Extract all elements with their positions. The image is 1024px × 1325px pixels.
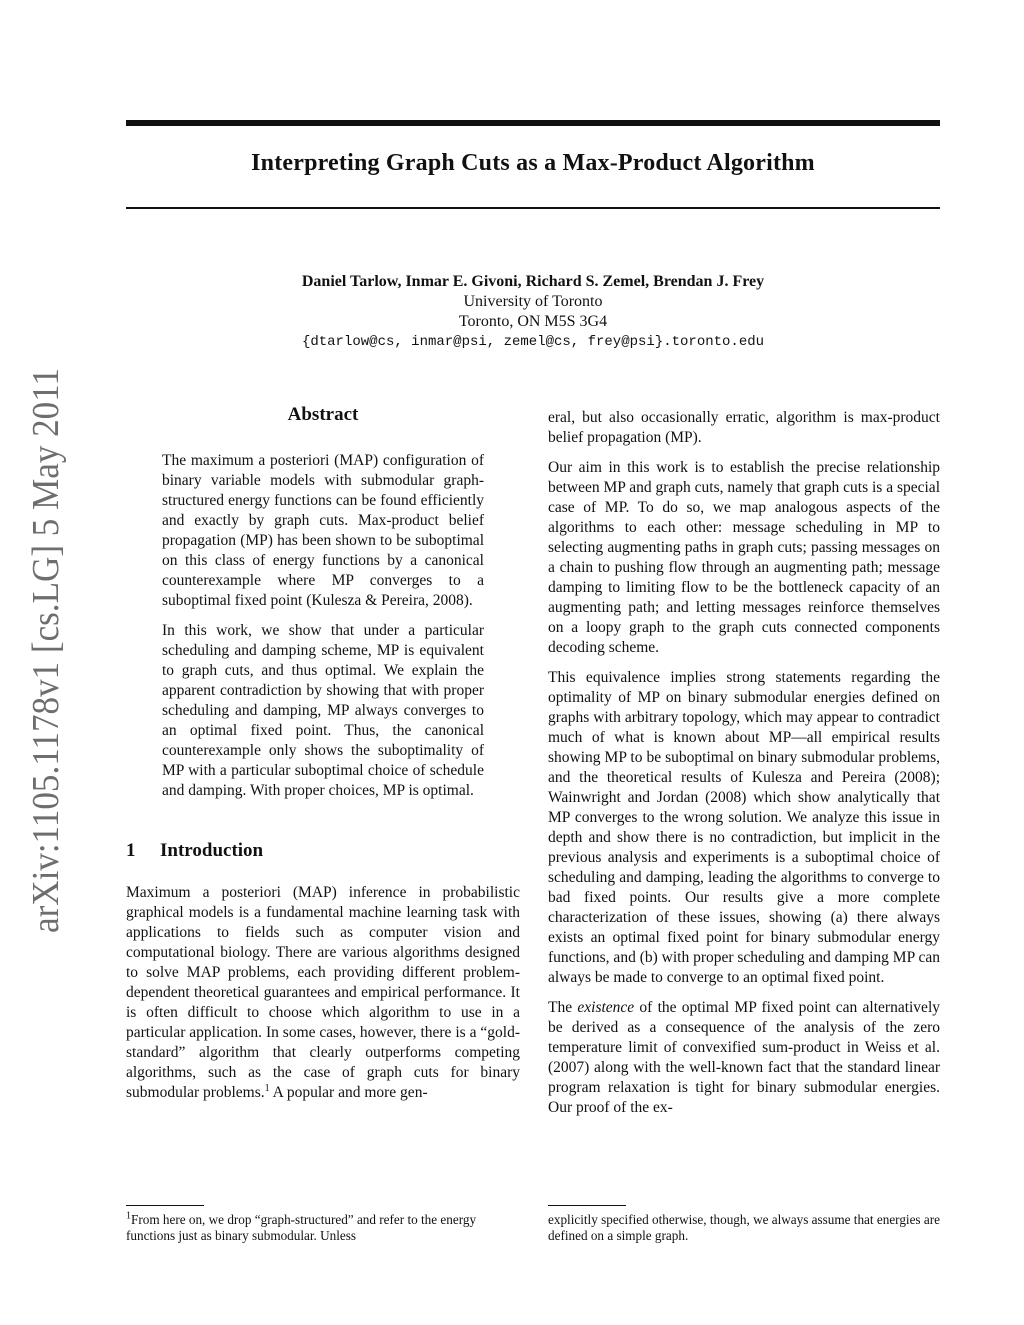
- footnote-1-left-text: From here on, we drop “graph-structured” and refer to the energy functions just as binary submodular. Unless: [126, 1212, 477, 1243]
- arxiv-sidebar-stamp: [10, 365, 70, 935]
- affiliation: University of Toronto: [463, 293, 603, 310]
- email-addresses: {dtarlow@cs, inmar@psi, zemel@cs, frey@psi}.toronto.edu: [301, 334, 765, 350]
- intro-paragraph-1-tail: A popular and more gen-: [269, 1084, 428, 1101]
- arxiv-stamp-svg: [10, 365, 70, 935]
- left-column: [126, 405, 520, 1113]
- footnote-right: [548, 1197, 940, 1244]
- title-rule-bottom: [126, 207, 940, 209]
- footnote-1-continued: explicitly specified otherwise, though, we always assume that energies are defined on a simple graph.: [548, 1212, 940, 1243]
- arxiv-identifier: arXiv:1105.1178v1 [cs.LG] 5 May 2011: [25, 365, 67, 933]
- paper-title: Interpreting Graph Cuts as a Max-Product Algorithm: [251, 150, 815, 176]
- intro-paragraph-1: [126, 883, 520, 1103]
- footnote-1-mark: 1: [126, 1210, 131, 1222]
- abstract-paragraph-1: The maximum a posteriori (MAP) configuration of binary variable models with submodular graph-structured energy functions can be found efficiently and exactly by graph cuts. Max-product belief propagation (MP) has been shown to be suboptimal on this class of energy functions by a canonical counterexample where MP converges to a suboptimal fixed point (Kulesza & Pereira, 2008).: [162, 452, 484, 609]
- footnote-1-text: [126, 1212, 520, 1244]
- intro-paragraph-2: Our aim in this work is to establish the precise relationship between MP and graph cuts, namely that graph cuts is a special case of MP. To do so, we map analogous aspects of the algorithms to each other: message scheduling in MP to selecting augmenting paths in graph cuts; passing messages on a chain to pushing flow through an augmenting path; message damping to limiting flow to be the bottleneck capacity of an augmenting path; and letting messages reinforce themselves on a loopy graph to the graph cuts connected components decoding scheme.: [548, 459, 940, 656]
- intro-paragraph-4-lead: The: [548, 999, 578, 1016]
- intro-paragraph-3: This equivalence implies strong statements regarding the optimality of MP on binary submodular energies defined on graphs with arbitrary topology, which may appear to contradict much of what is known about MP—all empirical results showing MP to be suboptimal on binary submodular problems, and the theoretical results of Kulesza and Pereira (2008); Wainwright and Jordan (2008) which show analytically that MP converges to the wrong solution. We analyze this issue in depth and show there is no contradiction, but implicit in the previous analysis and experiments is a suboptimal choice of scheduling and damping, leading the algorithms to converge to bad fixed points. Our results give a more complete characterization of these issues, showing (a) there always exists an optimal fixed point for binary submodular energy functions, and (b) with proper scheduling and damping MP can always be made to converge to an optimal fixed point.: [548, 669, 941, 986]
- emphasis-existence: existence: [577, 999, 635, 1016]
- section-number: 1: [126, 840, 136, 861]
- abstract-heading: Abstract: [287, 404, 359, 425]
- intro-paragraph-4-rest: of the optimal MP fixed point can alternatively be derived as a consequence of the analysis of the zero temperature limit of convexified sum-product in Weiss et al. (2007) along with the well-known fact that the standard linear program relaxation is tight for binary submodular energies. Our proof of the ex-: [548, 999, 940, 1116]
- abstract-body: [162, 451, 484, 801]
- intro-paragraph-1-continued: eral, but also occasionally erratic, algorithm is max-product belief propagation (MP).: [548, 409, 940, 446]
- author-block: [126, 272, 940, 352]
- abstract-paragraph-2: In this work, we show that under a particular scheduling and damping scheme, MP is equivalent to graph cuts, and thus optimal. We explain the apparent contradiction by showing that with proper scheduling and damping, MP always converges to an optimal fixed point. Thus, the canonical counterexample only shows the suboptimality of MP with a particular suboptimal choice of schedule and damping. With proper choices, MP is optimal.: [162, 622, 484, 799]
- footnote-rule: [126, 1205, 204, 1206]
- author-names: Daniel Tarlow, Inmar E. Givoni, Richard S. Zemel, Brendan J. Frey: [301, 273, 765, 290]
- right-column: [548, 408, 940, 1128]
- intro-paragraph-4: [548, 998, 940, 1118]
- footnote-left: [126, 1197, 520, 1244]
- footnote-marker-1: 1: [264, 1082, 270, 1094]
- address: Toronto, ON M5S 3G4: [458, 313, 608, 330]
- footnote-rule-right: [548, 1205, 626, 1206]
- intro-paragraph-1-text: Maximum a posteriori (MAP) inference in probabilistic graphical models is a fundamental machine learning task with applications to fields such as computer vision and computational biology. There are various algorithms designed to solve MAP problems, each providing different problem-dependent theoretical guarantees and empirical performance. It is often difficult to choose which algorithm to use in a particular application. In some cases, however, there is a “gold-standard” algorithm that clearly outperforms competing algorithms, such as the case of graph cuts for binary submodular problems.: [126, 884, 520, 1101]
- section-heading-introduction: [126, 841, 520, 861]
- title-rule-top: [126, 120, 940, 126]
- section-title: Introduction: [160, 840, 264, 861]
